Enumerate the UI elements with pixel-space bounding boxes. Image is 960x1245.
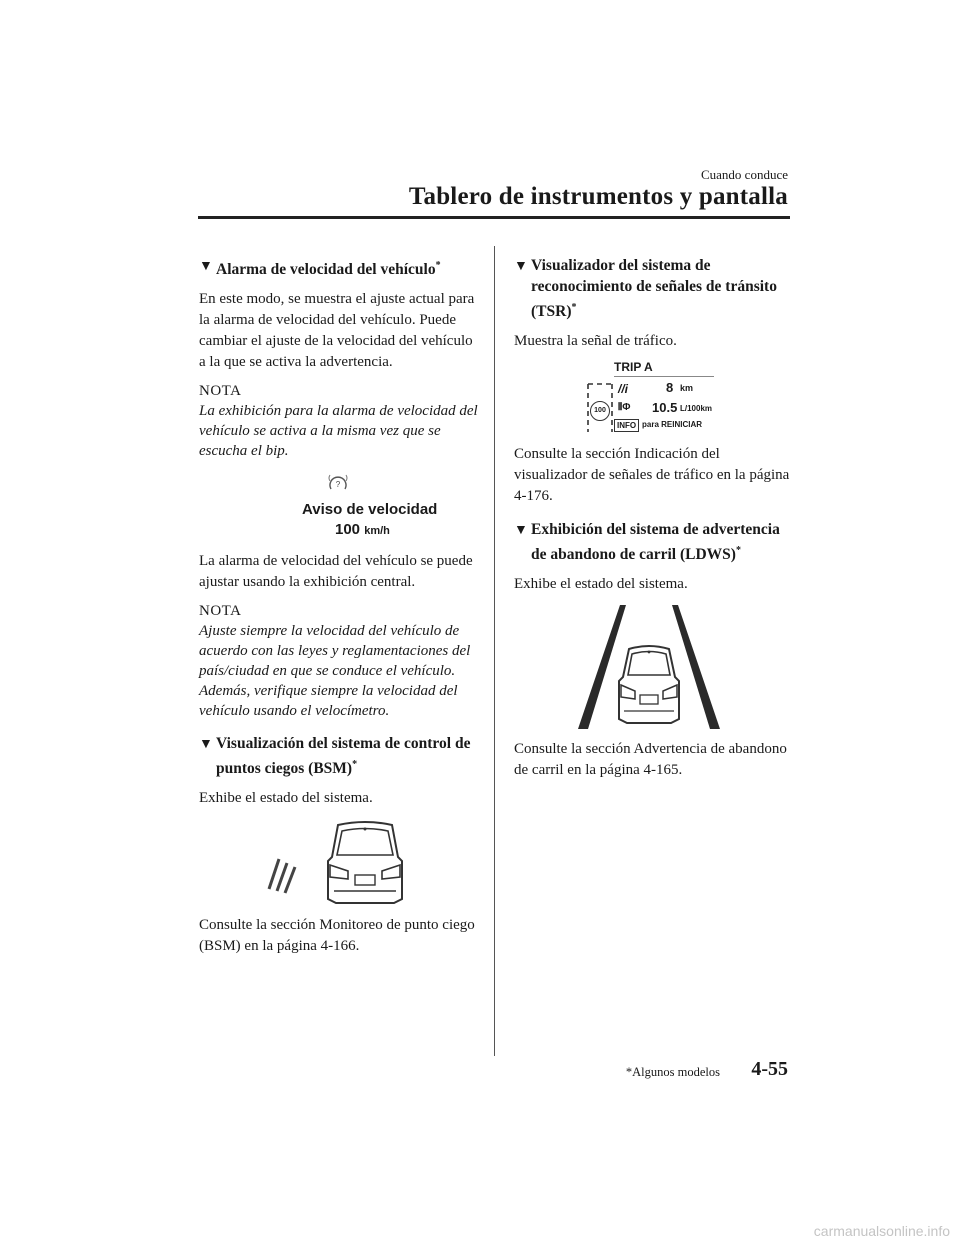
bsm-figure bbox=[199, 817, 479, 907]
heading-text: Exhibición del sistema de advertencia de abandono de carril (LDWS) bbox=[531, 521, 780, 564]
trip-distance: 8 bbox=[666, 380, 674, 396]
lane-departure-icon bbox=[574, 603, 724, 731]
car-rear-icon bbox=[324, 817, 406, 907]
trip-rule bbox=[614, 376, 714, 377]
bsm-reference-paragraph: Consulte la sección Monitoreo de punto ciego (BSM) en la página 4-166. bbox=[199, 917, 475, 955]
speed-alarm-title: Aviso de velocidad bbox=[302, 501, 438, 519]
left-column bbox=[199, 255, 479, 965]
heading-tsr bbox=[514, 255, 794, 322]
speed-adjust-paragraph: La alarma de velocidad del vehículo se puede ajustar usando la exhibición central. bbox=[199, 553, 473, 591]
speed-value-number: 100 bbox=[335, 521, 361, 539]
fuel-economy-value: 10.5 bbox=[652, 400, 678, 416]
speed-alarm-value bbox=[335, 521, 390, 538]
nota-text-2: Ajuste siempre la velocidad del vehículo de acuerdo con las leyes y reglamentaciones del país/ciudad en que se conduce el vehículo. Además, verifique siempre la velocidad del vehículo usando el velocímetro. bbox=[199, 623, 471, 720]
bsm-warning-waves-icon bbox=[265, 849, 299, 895]
fuel-icon: ⫴Φ bbox=[618, 402, 631, 414]
watermark: carmanualsonline.info bbox=[813, 1223, 950, 1239]
trip-distance-unit: km bbox=[680, 383, 694, 394]
column-divider bbox=[494, 246, 495, 1056]
footer-note: *Algunos modelos bbox=[625, 1065, 720, 1079]
heading-text: Alarma de velocidad del vehículo bbox=[216, 261, 436, 279]
speed-alarm-paragraph: En este modo, se muestra el ajuste actual para la alarma de velocidad del vehículo. Puede cambiar el ajuste de la velocidad del vehículo a la que se activa la advertencia. bbox=[199, 291, 475, 371]
tsr-paragraph: Muestra la señal de tráfico. bbox=[514, 333, 677, 350]
asterisk-mark: * bbox=[571, 302, 577, 313]
speed-value-unit: km/h bbox=[364, 525, 390, 538]
triangle-marker-icon: ▼ bbox=[514, 259, 528, 274]
triangle-marker-icon: ▼ bbox=[514, 523, 528, 539]
triangle-marker-icon: ▼ bbox=[199, 737, 213, 753]
nota-label: NOTA bbox=[199, 383, 242, 400]
ldws-reference-paragraph: Consulte la sección Advertencia de abandono de carril en la página 4-165. bbox=[514, 741, 787, 779]
heading-bsm bbox=[199, 733, 479, 779]
header-title: Tablero de instrumentos y pantalla bbox=[408, 183, 788, 210]
tsr-display-figure bbox=[514, 360, 794, 436]
page-number: 4-55 bbox=[751, 1058, 788, 1080]
speed-alarm-figure bbox=[199, 471, 479, 543]
speed-warning-icon bbox=[327, 471, 349, 495]
asterisk-mark: * bbox=[435, 260, 441, 271]
heading-speed-alarm bbox=[199, 255, 479, 280]
heading-ldws bbox=[514, 519, 794, 565]
svg-text:?: ? bbox=[335, 480, 341, 490]
ldws-figure bbox=[514, 603, 794, 731]
asterisk-mark: * bbox=[735, 545, 741, 557]
tsr-reference-paragraph: Consulte la sección Indicación del visualizador de señales de tráfico en la página 4-176. bbox=[514, 446, 790, 505]
asterisk-mark: * bbox=[352, 759, 358, 771]
heading-text: Visualizador del sistema de reconocimiento de señales de tránsito (TSR) bbox=[531, 257, 777, 321]
triangle-marker-icon: ▼ bbox=[199, 259, 213, 274]
trip-label: TRIP A bbox=[614, 360, 653, 375]
bsm-paragraph: Exhibe el estado del sistema. bbox=[199, 790, 373, 807]
speed-limit-sign: 100 bbox=[590, 401, 610, 421]
trip-icon: //i bbox=[618, 382, 629, 397]
fuel-economy-unit: L/100km bbox=[680, 404, 713, 414]
right-column bbox=[514, 255, 794, 789]
header-rule bbox=[198, 216, 790, 219]
ldws-paragraph: Exhibe el estado del sistema. bbox=[514, 576, 688, 593]
heading-text: Visualización del sistema de control de puntos ciegos (BSM) bbox=[216, 735, 471, 778]
header-section: Cuando conduce bbox=[700, 167, 788, 182]
reset-label: para REINICIAR bbox=[642, 420, 703, 430]
nota-text: La exhibición para la alarma de velocidad del vehículo se activa a la misma vez que se escucha el bip. bbox=[199, 403, 478, 460]
nota-label-2: NOTA bbox=[199, 603, 242, 620]
info-button-label: INFO bbox=[614, 419, 639, 432]
